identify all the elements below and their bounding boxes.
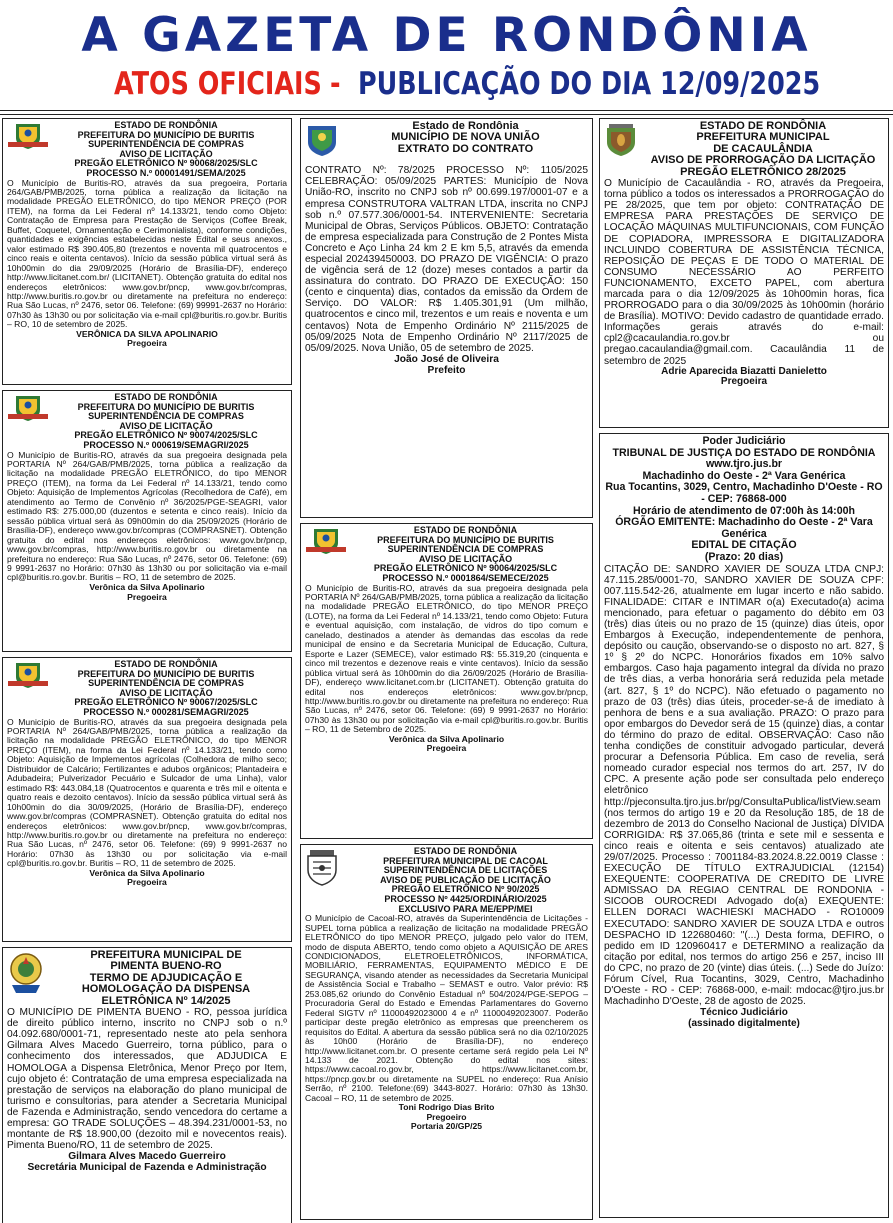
heading-line: EXCLUSIVO PARA ME/EPP/MEI [398, 903, 533, 914]
notice-cacaulandia-prorrogacao [599, 118, 889, 428]
municipal-crest-icon [6, 661, 50, 689]
subtitle-separator: - [330, 66, 341, 102]
notice-body: O Município de Cacaulândia - RO, através da Pregoeira, torna público a todos os interessados a PRORROGAÇÃO do PE 28/2025, que tem por objeto: CONTRATAÇÃO DE EMPRESA PARA PRESTAÇÕES DE SERVIÇO DE LOCAÇÃO MÁQUINAS MULTIFUNCIONAIS, COM FUNÇÃO DE COPIADORA, IMPRESSORA E DIGITALIZADORA INCLUINDO COBERTURA DE ASSISTÊNCIA TÉCNICA, REPOSIÇÃO DE PEÇAS E DE TODO O MATERIAL DE CONSUMO NECESSÁRIO AO PERFEITO FUNCIONAMENTO, EXCETO PAPEL, com abertura marcada para o dia 12/09/2025 às 10h00min horas, fica PRORROGADO para o dia 30/09/2025 às 10h00min (horário de Brasília). MOTIVO: Devido cadastro de quantidade errado. Informações gerais através do e-mail: cpl2@cacaulandia.ro.gov.br ou pregao.cacaulandia@gmail.com. Cacaulândia 11 de setembro de 2025 [604, 178, 884, 367]
heading-line: ÓRGÃO EMITENTE: Machadinho do Oeste - 2ª Vara Genérica [615, 516, 873, 540]
notice-heading [305, 121, 588, 155]
heading-line: PREGÃO ELETRÔNICO 28/2025 [680, 165, 846, 178]
heading-line: PREFEITURA DO MUNICÍPIO DE BURITIS [77, 668, 255, 679]
municipal-crest-icon [304, 527, 348, 555]
heading-line: (Prazo: 20 dias) [704, 550, 784, 563]
signatory-name: Gilmara Alves Macedo Guerreiro [68, 1151, 226, 1163]
heading-line: PROCESSO N.º 000619/SEMAGRI/2025 [83, 439, 249, 450]
heading-line: ELETRÔNICA Nº 14/2025 [101, 994, 231, 1007]
heading-line: PROCESSO N.º 0001864/SEMECE/2025 [382, 572, 549, 583]
heading-line: Machadinho do Oeste - 2ª Vara Genérica [642, 469, 846, 482]
signature-block [305, 1103, 588, 1132]
notice-heading [7, 950, 287, 1007]
heading-line: PREFEITURA MUNICIPAL DE CACOAL [383, 855, 548, 866]
heading-line: AVISO DE LICITAÇÃO [418, 553, 513, 564]
notice-heading [604, 121, 884, 178]
heading-line: PROCESSO N.º 00001491/SEMA/2025 [86, 167, 246, 178]
notice-body: O Município de Buritis-RO, através da sua pregoeira designada pela PORTARIA Nº 264/GAB/PMB/2025, torna pública a realização da licitação na modalidade PREGÃO ELETRÔNICO, do tipo MENOR PREÇO (ITEM), na forma da Lei Federal nº 14.133/21, tendo como Objeto: Aquisição de Implementos Agrícolas (Recolhedora de Café), em atendimento ao Termo de Convênio nº 36/2025/PGE-SEAGRI, valor estimado R$: 275.000,00 (duzentos e setenta e cinco reais). Início da sessão pública virtual será às 09h00min do dia 25/09/2025 (Horário de Brasília-DF), endereço www.gov.br/compras (COMPRASNET). Obtenção gratuita do edital nos endereços eletrônicos: www.gov.br/pncp, www.gov.br/compras, http://www.buritis.ro.gov.br ou diretamente na prefeitura no endereço: Rua São Lucas, nº 2476, setor 06. Telefone: (69) 9 9991-2637 no Horário: 07h30 às 13h30 ou por solicitação via e-mail cpl@buritis.ro.gov.br. Buritis – RO, 11 de setembro de 2025. [7, 449, 287, 583]
heading-line: AVISO DE LICITAÇÃO [119, 420, 213, 431]
signature-block [7, 1151, 287, 1173]
signatory-role: Pregoeira [127, 591, 167, 602]
notice-body: O Município de Buritis-RO, através da sua pregoeira designada pela PORTARIA Nº 264/GAB/PMB/2025, torna pública a realização da licitação na modalidade PREGÃO ELETRÔNICO, do tipo MENOR PREÇO (LOTE), na forma da Lei Federal nº 14.133/21, tendo como Objeto: Futura e eventual aquisição, com instalação, de vidros do tipo comum e canelado, destinados a atender às demandas das escolas da rede municipal de ensino e da Secretaria Municipal de Educação, Cultura, Esporte e Lazer (SEMECE), valor estimado R$: 55.319,20 (cinquenta e cinco mil trezentos e dezenove reais e vinte centavos). Início da sessão pública virtual será às 10h00min do dia 26/09/2025 (Horário de Brasília-DF), endereço www.licitanet.com.br (LICITANET). Obtenção gratuita do edital nos endereços eletrônicos: www.gov.br/pncp, http://www.buritis.ro.gov.br ou diretamente na prefeitura no endereço: Rua São Lucas, nº 2476, setor 06. Telefone: (69) 9 9991-2637 no Horário: 07h30 às 13h30 ou por solicitação via e-mail cpl@buritis.ro.gov.br. Buritis – RO, 11 de Setembro de 2025. [305, 582, 588, 735]
notice-buritis-pe-90068 [2, 118, 292, 385]
heading-line: ESTADO DE RONDÔNIA [413, 525, 518, 535]
signatory-role: Pregoeiro [426, 1111, 467, 1122]
heading-line: PREFEITURA DO MUNICÍPIO DE BURITIS [377, 534, 554, 545]
heading-line: AVISO DE PRORROGAÇÃO DA LICITAÇÃO [650, 154, 876, 167]
publication-date: PUBLICAÇÃO DO DIA 12/09/2025 [358, 66, 821, 102]
column-left [2, 118, 292, 1223]
heading-line: Poder Judiciário [702, 435, 786, 447]
heading-line: DE CACAULÂNDIA [713, 142, 813, 155]
heading-line: Estado de Rondônia [412, 120, 519, 132]
heading-line: PREGÃO ELETRÔNICO Nº 90068/2025/SLC [74, 158, 258, 169]
signatory-role: Pregoeira [426, 743, 467, 754]
heading-line: ESTADO DE RONDÔNIA [114, 392, 218, 402]
signature-block [604, 367, 884, 389]
column-right [599, 118, 889, 1223]
heading-line: ESTADO DE RONDÔNIA [699, 120, 827, 132]
signatory-name: VERÔNICA DA SILVA APOLINARIO [76, 328, 218, 339]
notice-body: O MUNICÍPIO DE PIMENTA BUENO - RO, pessoa jurídica de direito público interno, inscrito no CNPJ sob o n.º 04.092.680/0001-71, representado neste ato pela senhora Gilmara Alves Macedo Guerreiro, torna público, para o conhecimento dos interessados, que ADJUDICA E HOMOLOGA a Dispensa Eletrônica, Menor Preço por Item, cujo objeto é: Contratação de uma empresa especializada na prestação de serviços na elaboração do plano municipal de turismo e consultorias, para atender a Secretaria Municipal de Fazenda e Administração, sendo vencedora do certame a empresa: GO TRADE SOLUÇÕES – 48.394.231/0001-53, no montante de R$ 18.900,00 (dezoito mil e novecentos reais). Pimenta Bueno/RO, 11 de setembro de 2025. [7, 1007, 287, 1152]
masthead [0, 0, 893, 112]
municipal-crest-icon [304, 848, 340, 888]
heading-line: Rua Tocantins, 3029, Centro, Machadinho D'Oeste - RO - CEP: 76868-000 [605, 481, 883, 505]
heading-line: EXTRATO DO CONTRATO [397, 142, 534, 155]
heading-line: AVISO DE LICITAÇÃO [119, 148, 213, 159]
heading-line: AVISO DE LICITAÇÃO [119, 687, 213, 698]
heading-line: MUNICÍPIO DE NOVA UNIÃO [391, 131, 540, 144]
signature-block [305, 735, 588, 754]
section-label: ATOS OFICIAIS [114, 66, 322, 102]
heading-line: EDITAL DE CITAÇÃO [691, 539, 797, 552]
heading-line: PREFEITURA MUNICIPAL DE [90, 949, 242, 961]
heading-line: SUPERINTENDÊNCIA DE COMPRAS [387, 544, 544, 555]
heading-line: Horário de atendimento de 07:00h às 14:00h [633, 504, 855, 517]
signatory-role: Pregoeira [720, 376, 768, 388]
heading-line: PREGÃO ELETRÔNICO Nº 90067/2025/SLC [74, 697, 258, 708]
heading-line: TRIBUNAL DE JUSTIÇA DO ESTADO DE RONDÔNIA [612, 446, 876, 459]
heading-line: AVISO DE PUBLICAÇÃO DE LICITAÇÃO [380, 874, 551, 885]
heading-line: PIMENTA BUENO-RO [110, 960, 222, 973]
heading-line: PREFEITURA DO MUNICÍPIO DE BURITIS [77, 129, 255, 140]
signatory-role: Pregoeira [127, 338, 167, 349]
heading-line: PREFEITURA DO MUNICÍPIO DE BURITIS [77, 401, 255, 412]
signatory-name: Verônica da Silva Apolinario [388, 733, 505, 744]
municipal-crest-icon [6, 394, 50, 422]
notice-heading [305, 847, 588, 914]
signatory-name: João José de Oliveira [394, 353, 499, 365]
masthead-divider [0, 110, 893, 111]
masthead-divider [0, 114, 893, 115]
heading-line: SUPERINTENDÊNCIA DE COMPRAS [88, 678, 244, 689]
notice-body: CITAÇÃO DE: SANDRO XAVIER DE SOUZA LTDA CNPJ: 47.115.285/0001-70, SANDRO XAVIER DE SOUZA CPF: 007.115.542-26, atualmente em lugar incerto e não sabido. FINALIDADE: CITAR e INTIMAR o(a) Executado(a) acima mencionado, para efetuar o pagamento do débito em 03 (três) dias úteis ou no prazo de 15 (quinze) dias úteis, opor Embargos à Execução, independentemente de penhora, depósito ou caução, observando-se o disposto no art. 827, § 1º § 2º do NCPC. Honorários fixados em 10% salvo embargos. Caso haja pagamento integral da dívida no prazo de três dias, a verba honorária será reduzida pela metade (art. 827, § 1º do NCPC). Não efetuado o pagamento no prazo de 03 (três) dias úteis, proceder-se-á de imediato à penhora de bens e a sua avaliação. PRAZO: O prazo para opor embargos do Devedor será de 15 (quinze) dias, a contar do término do prazo de edital. OBSERVAÇÃO: Caso não tenha condições de constituir advogado particular, deverá procurar a Defensoria Pública. Em caso de revelia, será nomeado curador especial nos termos do art. 257, IV do CPC. A presente ação pode ser consultada pelo endereço eletrônico http://pjeconsulta.tjro.jus.br/pg/ConsultaPublica/listView.seam (nos termos do artigo 19 e 20 da Resolução 185, de 18 de dezembro de 2013 do Conselho Nacional de Justiça) DÍVIDA CORRIGIDA: R$ 37.065,86 (trinta e sete mil e sessenta e cinco reais e oitenta e seis centavos) atualizado ate 29/07/2025. Processo : 7001184-83.2024.8.22.0019 Classe : EXECUÇÃO DE TÍTULO EXTRAJUDICIAL (12154) EXEQUENTE: COOPERATIVA DE CREDITO DE LIVRE ADMISSAO DA REGIAO CENTRAL DE RONDONIA - SICOOB OUROCREDI Advogado do(a) EXEQUENTE: ELLEN DORACI WACHIESKI MACHADO - RO10009 EXECUTADO: SANDRO XAVIER DE SOUZA LTDA e outros DESPACHO ID 122680460: "(...) Desta forma, DEFIRO, o pedido em ID 120960417 e DETERMINO a realização da citação por edital, nos termos do artigo 256 e 257, inciso III do CPC, no prazo de 20 (vinte) dias úteis. (...) Sede do Juízo: Fórum Cível, Rua Tocantins, 3029, Centro, Machadinho D'Oeste - RO - CEP: 76868-000, e-mail: mdocac@tjro.jus.br Machadinho D'Oeste, 28 de agosto de 2025. [604, 563, 884, 1008]
heading-line: PREGÃO ELETRÔNICO Nº 90/2025 [391, 884, 540, 895]
heading-line: HOMOLOGAÇÃO DA DISPENSA [81, 983, 251, 996]
heading-line: ESTADO DE RONDÔNIA [114, 659, 218, 669]
signature-block [7, 583, 287, 602]
heading-line: PROCESSO N.º 000281/SEMAGRI/2025 [83, 706, 249, 717]
heading-line: PROCESSO Nº 4425/ORDINÁRIO/2025 [384, 893, 547, 904]
notice-body: O Município de Buritis-RO, através da sua pregoeira designada pela PORTARIA Nº 264/GAB/PMB/2025, torna pública a realização da licitação na modalidade PREGÃO ELETRÔNICO, do tipo MENOR PREÇO (ITEM), na forma da Lei Federal nº 14.133/21, tendo como Objeto: Aquisição de Implementos agrícolas (Colhedora de milho seco; Distribuidor de Calcário; Fertilizantes e adubos orgânicos; Plantadeira e Adubadeira; Pulverizador Pecuário e Sulcador de uma Linha), valor estimado R$: 443.084,18 (Quatrocentos e quarenta e três mil e oitenta e quatro reais e dezoito centavos). Início da sessão pública virtual será às 10h00min do dia 30/09/2025, (Horário de Brasília-DF), endereço www.gov.br/compras (COMPRASNET). Obtenção gratuita do edital nos endereços eletrônicos: www.gov.br/pncp, www.gov.br/compras, http://www.buritis.ro.gov.br ou diretamente na prefeitura no endereço: Rua São Lucas, nº 2476, setor 06. Telefone: (69) 9 9991-2637 no Horário: 07h30 às 13h30 ou por solicitação via e-mail cpl@buritis.ro.gov.br. Buritis – RO, 11 de setembro de 2025. [7, 716, 287, 869]
heading-line: TERMO DE ADJUDICAÇÃO E [89, 971, 243, 984]
signatory-role: Pregoeira [127, 877, 167, 888]
notice-buritis-pe-90067 [2, 657, 292, 942]
municipal-crest-icon [304, 122, 340, 158]
signatory-name: Toni Rodrigo Dias Brito [398, 1102, 495, 1113]
signatory-name: Adrie Aparecida Biazatti Danieletto [661, 365, 827, 377]
heading-line: www.tjro.jus.br [705, 458, 783, 471]
notice-body: O Município de Cacoal-RO, através da Superintendência de Licitações - SUPEL torna pública a realização de licitação na modalidade PREGÃO ELETRÔNICO do tipo MENOR PREÇO, julgado pelo valor do ITEM, modo de disputa ABERTO, tendo como objeto a AQUISIÇÃO DE ARES CONDICIONADOS, ELETROELETRÔNICOS, INFORMÁTICA, MOBILIÁRIO, FERRAMENTAS, EQUIPAMENTO MÉDICO E DE SEGURANÇA, visando atender as necessidades da Secretaria Municipal de Assistência Social e Trabalho – SEMAST e outro. Valor prévio: R$ 253.085,62 oriundo do Convênio Estadual nº 504/2024/PGE-SEPOG – Procuradoria Geral do Estado e Emendas Parlamentares do Governo Federal SIGTV nº 11000492023000 4 e nº 11000492023007. Poderão participar deste pregão eletrônico as empresas que preencherem os requisitos do Edital. A abertura da sessão pública será no dia 02/10/2025 às 10h00 (Horário de Brasília-DF), no endereço http://www.licitanet.com.br. O presente certame será regido pela Lei Nº 14.133 de 2021. Obtenção do edital nos sites: https://www.cacoal.ro.gov.br, https://www.licitanet.com.br, https://pncp.gov.br ou diretamente na SUPEL no endereço: Rua Anísio Serrão, nº 2100. Telefone:(69) 3443-8027. Horário: 07h30 às 13h30. Cacoal – RO, 11 de setembro de 2025. [305, 913, 588, 1103]
heading-line: PREGÃO ELETRÔNICO Nº 90074/2025/SLC [74, 430, 258, 441]
heading-line: ESTADO DE RONDÔNIA [114, 120, 218, 130]
notice-pimenta-bueno-dispensa [2, 947, 292, 1223]
signatory-name: Verônica da Silva Apolinario [89, 867, 205, 878]
signatory-role: Secretária Municipal de Fazenda e Administração [27, 1162, 267, 1174]
signature-block [604, 1007, 884, 1029]
signatory-ordinance: Portaria 20/GP/25 [410, 1121, 483, 1132]
municipal-crest-icon [603, 122, 639, 158]
notice-heading [604, 436, 884, 564]
notice-buritis-pe-90074 [2, 390, 292, 652]
heading-line: PREGÃO ELETRÔNICO Nº 90064/2025/SLC [373, 563, 558, 574]
signatory-name: Verônica da Silva Apolinario [89, 581, 205, 592]
heading-line: SUPERINTENDÊNCIA DE COMPRAS [88, 411, 244, 422]
signature-block [7, 869, 287, 888]
notice-tjro-edital-citacao [599, 433, 889, 1218]
notice-nova-uniao-contrato [300, 118, 593, 518]
notice-body: CONTRATO Nº: 78/2025 PROCESSO Nº: 1105/2025 CELEBRAÇÃO: 05/09/2025 PARTES: Município de Nova União-RO, inscrito no CNPJ sob nº 00.699.197/0001-07 e a empresa CONSTRUTORA VALTRAN LTDA, inscrita no CNPJ sob n.º 07.577.306/0001-54. INTERVENIENTE: Secretaria Municipal de Obras, Serviços Públicos. OBJETO: Contratação de empresa especializada para Construção de 2 Pontes Mista Concreto e Aço Linha 24 km 2 E km 5,5, através da emenda especial 202439450003. DO PRAZO DE VIGÊNCIA: O prazo de vigência será de 12 (doze) meses contados a partir da assinatura do contrato. DO PRAZO DE EXECUÇÃO: 150 (cento e cinquenta) dias, contados da emissão da Ordem de Serviço. DO VALOR: R$ 1.405.301,91 (Um milhão, quatrocentos e cinco mil, trezentos e um reais e noventa e um centavos) Nota de Empenho Ordinário Nº 2115/2025 de 05/09/2025 Nota de Empenho Ordinário Nº 2117/2025 de 05/09/2025. Nova União, 05 de setembro de 2025. [305, 165, 588, 354]
signatory-role: Prefeito [427, 364, 466, 376]
column-middle [300, 118, 593, 1223]
municipal-crest-icon [6, 122, 50, 150]
heading-line: ESTADO DE RONDÔNIA [413, 846, 518, 856]
heading-line: PREFEITURA MUNICIPAL [696, 131, 830, 144]
newspaper-title: A GAZETA DE RONDÔNIA [81, 8, 812, 63]
heading-line: SUPERINTENDÊNCIA DE LICITAÇÕES [383, 865, 548, 876]
signatory-role: Técnico Judiciário [700, 1007, 788, 1019]
notice-body: O Município de Buritis-RO, através da sua pregoeira, Portaria 264/GAB/PMB/2025, torna pública a realização da licitação na modalidade PREGÃO ELETRÔNICO, do tipo MENOR PREÇO (POR ITEM), na forma da Lei Federal nº 14.133/21, tendo como Objeto: Contratação de Empresa para Prestação de Serviços (Coffee Break, Buffet, Coquetel, Ornamentação e Cerimonialista), conforme condições, quantidades e exigências estabelecidas neste Edital e seus anexos., valor estimado R$ 390.405,80 (trezentos e noventa mil quatrocentos e cinco reais e oitenta centavos). Início da sessão pública virtual será às 10h00min do dia 29/09/2025 (Horário de Brasília-DF), endereço http://www.licitanet.com.br/ (LICITANET). Obtenção gratuita do edital nos endereços eletrônicos: www.gov.br/pncp, www.gov.br/compras, http://www.buritis.ro.gov.br ou diretamente na prefeitura no endereço: Rua São Lucas, nº 2476, setor 06. Telefone: (69) 99991-2637 no Horário: 07h30 às 13h30 ou por solicitação via e-mail cpl@buritis.ro.gov.br. Buritis – RO, 10 de setembro de 2025. [7, 177, 287, 330]
notice-buritis-pe-90064 [300, 523, 593, 839]
signature-block [7, 330, 287, 349]
notice-cacoal-pe-90 [300, 844, 593, 1220]
signature-note: (assinado digitalmente) [688, 1018, 800, 1030]
heading-line: SUPERINTENDÊNCIA DE COMPRAS [88, 139, 244, 150]
signature-block [305, 354, 588, 376]
municipal-crest-icon [6, 951, 46, 995]
